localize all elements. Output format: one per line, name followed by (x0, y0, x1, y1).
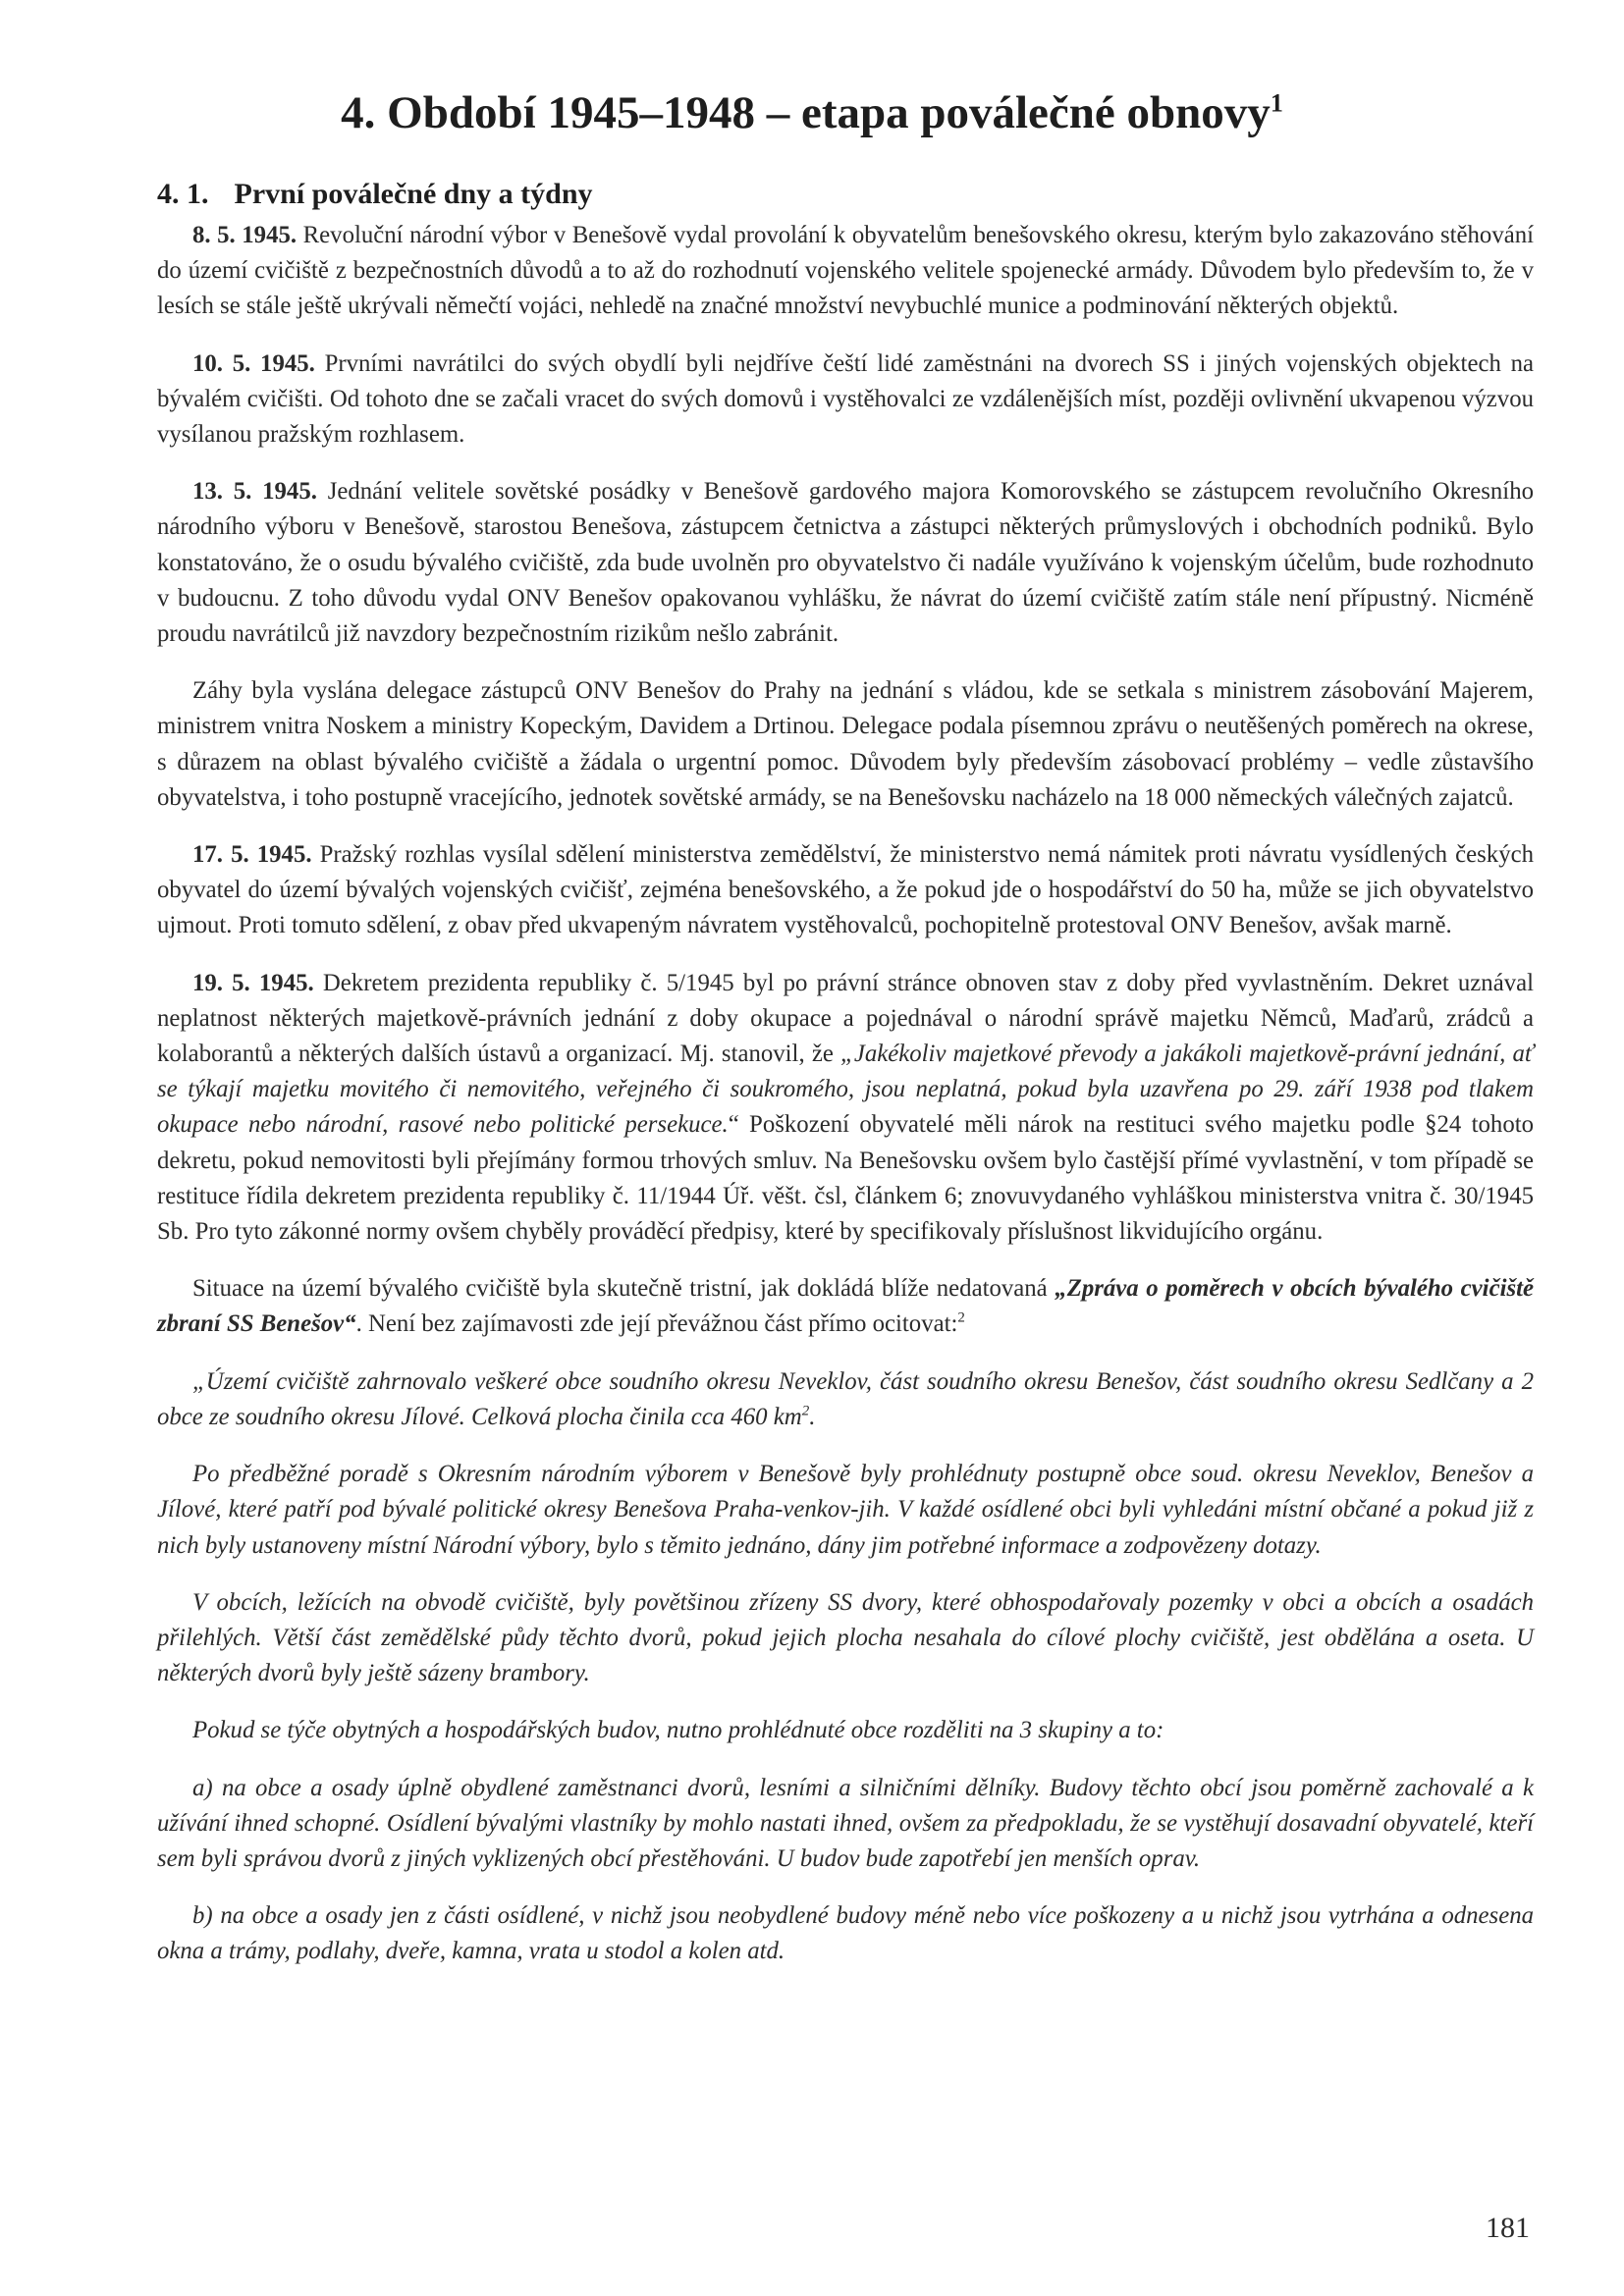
paragraph-situation (157, 1271, 1534, 1342)
paragraph-text: “ Poškození obyvatelé měli nárok na restituci svého majetku podle §24 tohoto dekretu, pokud nemovitosti byli přejímány formou trhových smluv. Na Benešovsku ovšem bylo častější přímé vyvlastnění, v tom případě se restituce řídila dekretem prezidenta republiky č. 11/1944 Úř. věšt. čsl, článkem 6; znovuvydaného vyhláškou ministerstva vnitra č. 30/1945 Sb. Pro tyto zákonné normy ovšem chyběly prováděcí předpisy, které by specifikovaly příslušnost likvidujícího orgánu. (157, 1111, 1535, 1246)
paragraph-10-5-1945 (157, 347, 1534, 454)
quote-paragraph-area (157, 1364, 1534, 1435)
footnote-ref-1[interactable]: 1 (1270, 88, 1283, 118)
quote-text: a) na obce a osady úplně obydlené zaměstnanci dvorů, lesními a silničními dělníky. Budovy těchto obcí jsou poměrně zachovalé a k užívání ihned schopné. Osídlení bývalými vlastníky by mohlo nastati ihned, ovšem za předpokladu, že se vystěhují dosavadní obyvatelé, kteří sem byli správou dvorů z jiných vyklizených obcí přestěhováni. U budov bude zapotřebí jen menších oprav. (157, 1774, 1534, 1872)
paragraph-text: Pražský rozhlas vysílal sdělení ministerstva zemědělství, že ministerstvo nemá námitek proti návratu vysídlených českých obyvatel do území bývalých vojenských cvičišť, zejména benešovského, a že pokud jde o hospodářství do 50 ha, může se jich obyvatelstvo ujmout. Proti tomuto sdělení, z obav před ukvapeným návratem vystěhovalců, pochopitelně protestoval ONV Benešov, avšak marně. (157, 841, 1534, 939)
quote-text: b) na obce a osady jen z části osídlené, v nichž jsou neobydlené budovy méně nebo více poškozeny a u nichž jsou vytrhána a odnesena okna a trámy, podlahy, dveře, kamna, vrata u stodol a kolen atd. (157, 1902, 1534, 1965)
section-title (157, 173, 593, 216)
footnote-ref-2[interactable]: 2 (957, 1310, 965, 1327)
paragraph-text: . Není bez zajímavosti zde její převážnou část přímo ocitovat: (355, 1310, 958, 1338)
section-number: 4. 1. (157, 178, 209, 210)
paragraph-text: Jednání velitele sovětské posádky v Benešově gardového majora Komorovského se zástupcem revolučního Okresního národního výboru v Benešově, starostou Benešova, zástupcem četnictva a zástupci některých průmyslových i obchodních podniků. Bylo konstatováno, že o osudu bývalého cvičiště, zda bude uvolněn pro obyvatelstvo či nadále využíváno k vojenským účelům, bude rozhodnuto v budoucnu. Z toho důvodu vydal ONV Benešov opakovanou vyhlášku, že návrat do území cvičiště zatím stále není přípustný. Nicméně proudu navrátilců již navzdory bezpečnostním rizikům nešlo zabránit. (157, 478, 1534, 648)
paragraph-text: Záhy byla vyslána delegace zástupců ONV Benešov do Prahy na jednání s vládou, kde se setkala s ministrem zásobování Majerem, ministrem vnitra Noskem a ministry Kopeckým, Davidem a Drtinou. Delegace podala písemnou zprávu o neutěšených poměrech na okrese, s důrazem na oblast bývalého cvičiště a žádala o urgentní pomoc. Důvodem byly především zásobovací problémy – vedle zůstavšího obyvatelstva, i toho postupně vracejícího, jednotek sovětské armády, se na Benešovsku nacházelo na 18 000 německých válečných zajatců. (157, 677, 1534, 811)
chapter-title (157, 79, 1467, 147)
report-title: „Zpráva o poměrech v obcích bývalého cvičiště zbraní SS Benešov“ (157, 1275, 1535, 1338)
decree-quote: „Jakékoliv majetkové převody a jakákoli majetkově-právní jednání, ať se týkají majetku movitého či nemovitého, veřejného či soukromého, jsou neplatná, pokud byla uzavřena po 29. září 1938 pod tlakem okupace nebo národní, rasové nebo politické persekuce. (157, 1041, 1534, 1139)
paragraph-delegation (157, 673, 1534, 816)
entry-date: 19. 5. 1945. (192, 969, 314, 996)
quote-text: „Území cvičiště zahrnovalo veškeré obce soudního okresu Neveklov, část soudního okresu Benešov, část soudního okresu Sedlčany a 2 obce ze soudního okresu Jílové. Celková plocha činila cca 460 km (157, 1367, 1534, 1430)
paragraph-text: Revoluční národní výbor v Benešově vydal provolání k obyvatelům benešovského okresu, kterým bylo zakazováno stěhování do území cvičiště z bezpečnostních důvodů a to až do rozhodnutí vojenského velitele spojenecké armády. Důvodem bylo především to, že v lesích se stále ještě ukrývali němečtí vojáci, nehledě na značné množství nevybuchlé munice a podminování některých objektů. (157, 222, 1535, 320)
section-title-text: První poválečné dny a týdny (234, 178, 593, 210)
page-number: 181 (1486, 2212, 1530, 2244)
quote-paragraph-group-b (157, 1898, 1534, 1969)
quote-text: Po předběžné poradě s Okresním národním výborem v Benešově byly prohlédnuty postupně obce soud. okresu Neveklov, Benešov a Jílové, které patří pod bývalé politické okresy Benešova Praha-venkov-jih. V každé osídlené obci byli vyhledáni místní občané a pokud již z nich byly ustanoveny místní Národní výbory, bylo s těmito jednáno, dány jim potřebné informace a zodpovězeny dotazy. (157, 1461, 1534, 1559)
paragraph-17-5-1945 (157, 837, 1534, 944)
paragraph-13-5-1945 (157, 474, 1534, 652)
entry-date: 8. 5. 1945. (192, 222, 298, 248)
paragraph-8-5-1945 (157, 218, 1534, 325)
superscript: 2 (801, 1403, 810, 1419)
quote-paragraph-buildings (157, 1713, 1534, 1748)
paragraph-text: Prvními navrátilci do svých obydlí byli nejdříve čeští lidé zaměstnáni na dvorech SS i jiných vojenských objektech na bývalém cvičišti. Od tohoto dne se začali vracet do svých domovů i vystěhovalci ze vzdálenějších míst, později ovlivnění ukvapenou výzvou vysílanou pražským rozhlasem. (157, 349, 1534, 449)
paragraph-text: Situace na území bývalého cvičiště byla skutečně tristní, jak dokládá blíže nedatovaná (192, 1275, 1056, 1303)
quote-paragraph-inspection (157, 1457, 1534, 1564)
quote-text-end: . (809, 1403, 816, 1430)
paragraph-19-5-1945 (157, 966, 1534, 1251)
paragraph-text: Dekretem prezidenta republiky č. 5/1945 byl po právní stránce obnoven stav z doby před vyvlastněním. Dekret uznával neplatnost některých majetkově-právních jednání z doby okupace a pojednával o národní správě majetku Němců, Maďarů, zrádců a kolaborantů a některých dalších ústavů a organizací. Mj. stanovil, že (157, 969, 1534, 1068)
entry-date: 17. 5. 1945. (192, 841, 312, 869)
body-text (157, 218, 1534, 1992)
chapter-title-text: 4. Období 1945–1948 – etapa poválečné obnovy (341, 87, 1271, 138)
entry-date: 10. 5. 1945. (192, 349, 315, 377)
quote-text: Pokud se týče obytných a hospodářských budov, nutno prohlédnuté obce rozděliti na 3 skupiny a to: (192, 1717, 1164, 1744)
entry-date: 13. 5. 1945. (192, 478, 317, 506)
quote-paragraph-ss-farms (157, 1585, 1534, 1692)
quote-text: V obcích, ležících na obvodě cvičiště, byly povětšinou zřízeny SS dvory, které obhospodařovaly pozemky v obci a obcích a osadách přilehlých. Větší část zemědělské půdy těchto dvorů, pokud jejich plocha nesahala do cílové plochy cvičiště, jest obdělána a oseta. U některých dvorů byly ještě sázeny brambory. (157, 1588, 1534, 1687)
quote-paragraph-group-a (157, 1771, 1534, 1878)
